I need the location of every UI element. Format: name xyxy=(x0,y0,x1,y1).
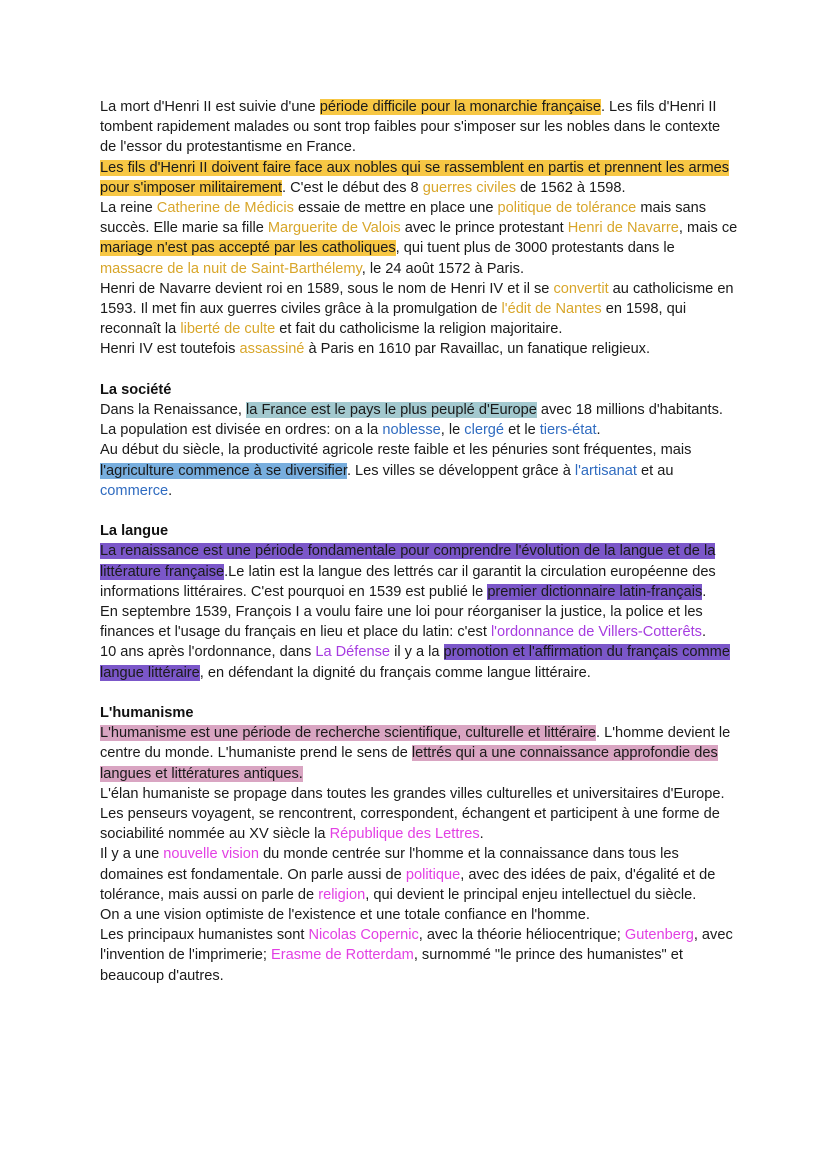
spacer xyxy=(100,501,740,521)
text: mais sans succès. Elle marie sa fille xyxy=(100,200,707,237)
text: Henri de Navarre devient roi en 1589, sous le nom de Henri IV et il se xyxy=(100,280,554,297)
keyword-gold: guerres civiles xyxy=(422,179,517,196)
keyword-magenta: politique xyxy=(405,866,461,883)
text: , le 24 août 1572 à Paris. xyxy=(361,260,524,277)
highlight-blue: l'agriculture commence à se diversifier xyxy=(100,462,347,479)
highlight-purple: promotion et l'affirmation du français comme langue littéraire xyxy=(100,644,730,681)
highlight-purple: premier dictionnaire latin-français xyxy=(487,583,703,600)
text: , en défendant la dignité du français comme langue littéraire. xyxy=(199,664,591,681)
text: , avec l'invention de l'imprimerie; xyxy=(100,927,733,964)
intro-paragraph-1 xyxy=(100,97,740,158)
humanisme-paragraph-4 xyxy=(100,905,740,925)
section-title-societe: La société xyxy=(100,381,172,398)
text: , avec la théorie héliocentrique; xyxy=(418,927,625,944)
text: 10 ans après l'ordonnance, dans xyxy=(100,644,316,661)
text: Dans la Renaissance, xyxy=(100,402,247,419)
text: . C'est le début des 8 xyxy=(282,179,423,196)
keyword-gold: Marguerite de Valois xyxy=(267,220,401,237)
highlight-yellow: période difficile pour la monarchie française xyxy=(319,99,601,115)
text: il y a la xyxy=(390,644,444,661)
text: et au xyxy=(636,462,674,479)
humanisme-paragraph-1 xyxy=(100,723,740,784)
text: On a une vision optimiste de l'existence et une totale confiance en l'homme. xyxy=(100,907,590,924)
keyword-blue: noblesse xyxy=(382,422,441,439)
text: . xyxy=(168,482,173,499)
text: avec le prince protestant xyxy=(400,220,568,237)
humanisme-paragraph-2 xyxy=(100,784,740,845)
spacer xyxy=(100,360,740,380)
text: La mort d'Henri II est suivie d'une xyxy=(100,99,320,115)
text: La reine xyxy=(100,200,157,217)
spacer xyxy=(100,683,740,703)
text: en 1598, qui reconnaît la xyxy=(100,301,687,338)
text: . xyxy=(596,422,601,439)
text: . L'homme devient le centre du monde. L'humaniste prend le sens de xyxy=(100,725,731,762)
keyword-violet: La Défense xyxy=(315,644,391,661)
text: . Les fils d'Henri II tombent rapidement malades ou sont trop faibles pour s'imposer sur les nobles dans le contexte de l'essor du protestantisme en France. xyxy=(100,99,721,156)
text: à Paris en 1610 par Ravaillac, un fanatique religieux. xyxy=(304,341,651,358)
text: .Le latin est la langue des lettrés car il garantit la circulation européenne des informations littéraires. C'est pourquoi en 1539 est publié le xyxy=(100,563,716,600)
keyword-gold: Catherine de Médicis xyxy=(156,200,294,217)
highlight-pink: L'humanisme est une période de recherche scientifique, culturelle et littéraire xyxy=(100,725,597,742)
keyword-violet: l'ordonnance de Villers-Cotterêts xyxy=(490,624,702,641)
text: . xyxy=(702,583,707,600)
keyword-blue: commerce xyxy=(100,482,169,499)
text: Il y a une xyxy=(100,846,164,863)
langue-paragraph-2 xyxy=(100,602,740,642)
text: , le xyxy=(440,422,465,439)
langue-paragraph-3 xyxy=(100,642,740,682)
keyword-gold: assassiné xyxy=(239,341,305,358)
text: . Les villes se développent grâce à xyxy=(346,462,575,479)
societe-paragraph-1 xyxy=(100,400,740,440)
text: , avec des idées de paix, d'égalité et de tolérance, mais aussi on parle de xyxy=(100,866,716,903)
text: , qui devient le principal enjeu intellectuel du siècle. xyxy=(365,886,697,903)
keyword-magenta: Erasme de Rotterdam xyxy=(271,947,414,964)
highlight-purple: La renaissance est une période fondamentale pour comprendre l'évolution de la langue et de la littérature française xyxy=(100,543,716,580)
section-title-langue: La langue xyxy=(100,523,169,540)
societe-paragraph-2 xyxy=(100,440,740,501)
humanisme-paragraph-5 xyxy=(100,925,740,986)
text: , mais ce xyxy=(678,220,738,237)
keyword-gold: massacre de la nuit de Saint-Barthélemy xyxy=(100,260,362,277)
text: Henri IV est toutefois xyxy=(100,341,240,358)
text: et le xyxy=(504,422,540,439)
text: En septembre 1539, François I a voulu faire une loi pour réorganiser la justice, la police et les finances et l'usage du français en lieu et place du latin: c'est xyxy=(100,604,703,641)
text: essaie de mettre en place une xyxy=(293,200,498,217)
highlight-yellow: mariage n'est pas accepté par les catholiques xyxy=(100,240,396,257)
keyword-blue: l'artisanat xyxy=(574,462,637,479)
text: , surnommé "le prince des humanistes" et beaucoup d'autres. xyxy=(100,947,683,984)
text: avec 18 millions d'habitants. La population est divisée en ordres: on a la xyxy=(100,402,723,439)
keyword-gold: convertit xyxy=(553,280,609,297)
humanisme-paragraph-3 xyxy=(100,844,740,905)
text: L'élan humaniste se propage dans toutes les grandes villes culturelles et universitaires d'Europe. Les penseurs voyagent, se rencontrent, correspondent, échangent et participent à une forme de sociabilité nommée au XV siècle la xyxy=(100,785,725,843)
text: et fait du catholicisme la religion majoritaire. xyxy=(275,321,563,338)
keyword-gold: politique de tolérance xyxy=(497,200,637,217)
keyword-blue: tiers-état xyxy=(539,422,597,439)
keyword-magenta: religion xyxy=(318,886,366,903)
text: , qui tuent plus de 3000 protestants dans le xyxy=(395,240,675,257)
keyword-gold: Henri de Navarre xyxy=(567,220,679,237)
intro-paragraph-5 xyxy=(100,339,740,359)
document-page xyxy=(100,97,740,986)
keyword-gold: liberté de culte xyxy=(180,321,276,338)
keyword-magenta: Gutenberg xyxy=(624,927,694,944)
intro-paragraph-4 xyxy=(100,279,740,340)
text: au catholicisme en 1593. Il met fin aux guerres civiles grâce à la promulgation de xyxy=(100,280,734,318)
highlight-yellow: Les fils d'Henri II doivent faire face aux nobles qui se rassemblent en partis et prennent les armes pour s'imposer militairement xyxy=(100,159,730,196)
keyword-magenta: nouvelle vision xyxy=(163,846,260,863)
langue-paragraph-1 xyxy=(100,541,740,602)
highlight-pink: lettrés qui a une connaissance approfondie des langues et littératures antiques. xyxy=(100,745,718,782)
keyword-magenta: Nicolas Copernic xyxy=(308,927,419,944)
intro-paragraph-2 xyxy=(100,158,740,198)
keyword-gold: l'édit de Nantes xyxy=(501,301,602,318)
section-title-humanisme: L'humanisme xyxy=(100,705,194,722)
text: Au début du siècle, la productivité agricole reste faible et les pénuries sont fréquentes, mais xyxy=(100,442,692,459)
text: du monde centrée sur l'homme et la connaissance dans tous les domaines est fondamentale. On parle aussi de xyxy=(100,846,679,883)
keyword-magenta: République des Lettres xyxy=(329,826,480,843)
intro-paragraph-3 xyxy=(100,198,740,279)
text: de 1562 à 1598. xyxy=(516,179,626,196)
keyword-blue: clergé xyxy=(464,422,505,439)
text: Les principaux humanistes sont xyxy=(100,927,309,944)
highlight-teal: la France est le pays le plus peuplé d'Europe xyxy=(246,402,537,419)
text: . xyxy=(479,826,484,843)
text: . xyxy=(701,624,706,641)
